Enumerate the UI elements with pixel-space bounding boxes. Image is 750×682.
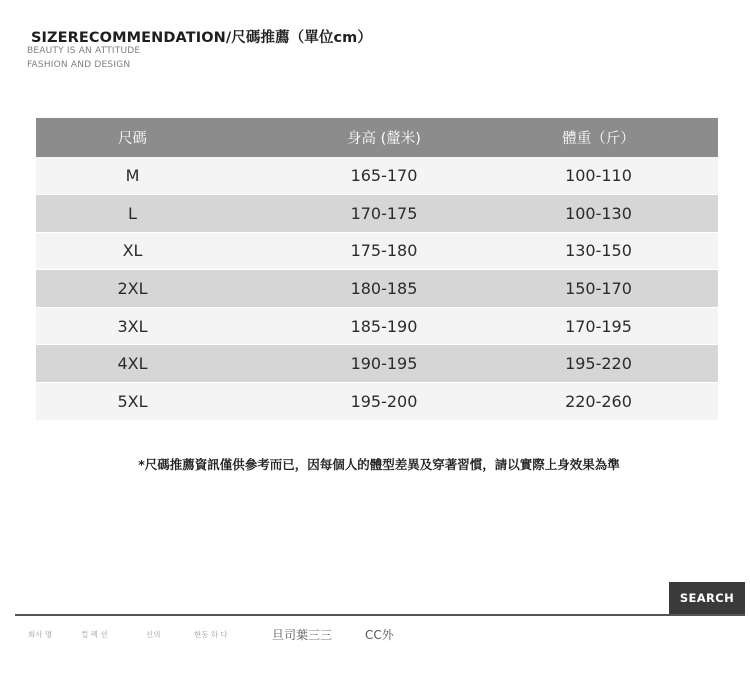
- table-row: [36, 307, 718, 345]
- height-cell: 195-200: [229, 383, 479, 421]
- size-cell: XL: [36, 232, 229, 270]
- footer-link-collection[interactable]: 컬 렉 션: [81, 630, 108, 639]
- height-cell: 165-170: [350, 166, 418, 186]
- footer-link-cc[interactable]: CC外: [365, 628, 394, 642]
- weight-cell: 195-220: [479, 345, 718, 383]
- size-cell: 3XL: [36, 307, 229, 345]
- table-row: [36, 345, 718, 383]
- size-cell: 5XL: [36, 383, 229, 421]
- size-chart-table: [36, 118, 718, 420]
- table-row: [36, 383, 718, 421]
- weight-cell: 150-170: [479, 270, 718, 308]
- table-header-row: [36, 118, 718, 157]
- weight-cell: 100-130: [479, 195, 718, 233]
- footer-link-company[interactable]: 회사 명: [28, 630, 53, 639]
- size-cell: 4XL: [36, 345, 229, 383]
- weight-cell: 130-150: [479, 232, 718, 270]
- height-cell: 170-175: [229, 195, 479, 233]
- tagline-line-1: BEAUTY IS AN ATTITUDE: [27, 46, 141, 56]
- footer-link-brand[interactable]: 旦司葉三三: [272, 628, 333, 642]
- table-row: [36, 195, 718, 233]
- footer-link-new[interactable]: 신의: [146, 630, 161, 639]
- footer-divider: [15, 614, 745, 616]
- weight-cell: 170-195: [479, 307, 718, 345]
- size-cell: L: [36, 195, 229, 233]
- weight-cell: 100-110: [565, 166, 632, 186]
- size-cell: 2XL: [36, 270, 229, 308]
- footer-nav: [0, 626, 750, 646]
- height-cell: 190-195: [229, 345, 479, 383]
- footer-link-collaborate[interactable]: 현동 하 다: [194, 630, 228, 639]
- height-cell: 175-180: [229, 232, 479, 270]
- table-row: [36, 157, 718, 195]
- page-title: SIZERECOMMENDATION/尺碼推薦（單位cm）: [31, 30, 372, 46]
- column-header-height: 身高 (釐米): [347, 131, 421, 147]
- height-cell: 180-185: [229, 270, 479, 308]
- column-header-weight: 體重（斤）: [562, 131, 635, 147]
- table-row: [36, 232, 718, 270]
- weight-cell: 220-260: [479, 383, 718, 421]
- height-cell: 185-190: [229, 307, 479, 345]
- search-button[interactable]: SEARCH: [669, 582, 745, 614]
- table-row: [36, 270, 718, 308]
- size-cell: M: [125, 166, 140, 186]
- tagline-line-2: FASHION AND DESIGN: [27, 60, 131, 70]
- column-header-size: 尺碼: [118, 131, 147, 147]
- size-disclaimer-note: *尺碼推薦資訊僅供參考而已，因每個人的體型差異及穿著習慣，請以實際上身效果為準: [138, 457, 620, 472]
